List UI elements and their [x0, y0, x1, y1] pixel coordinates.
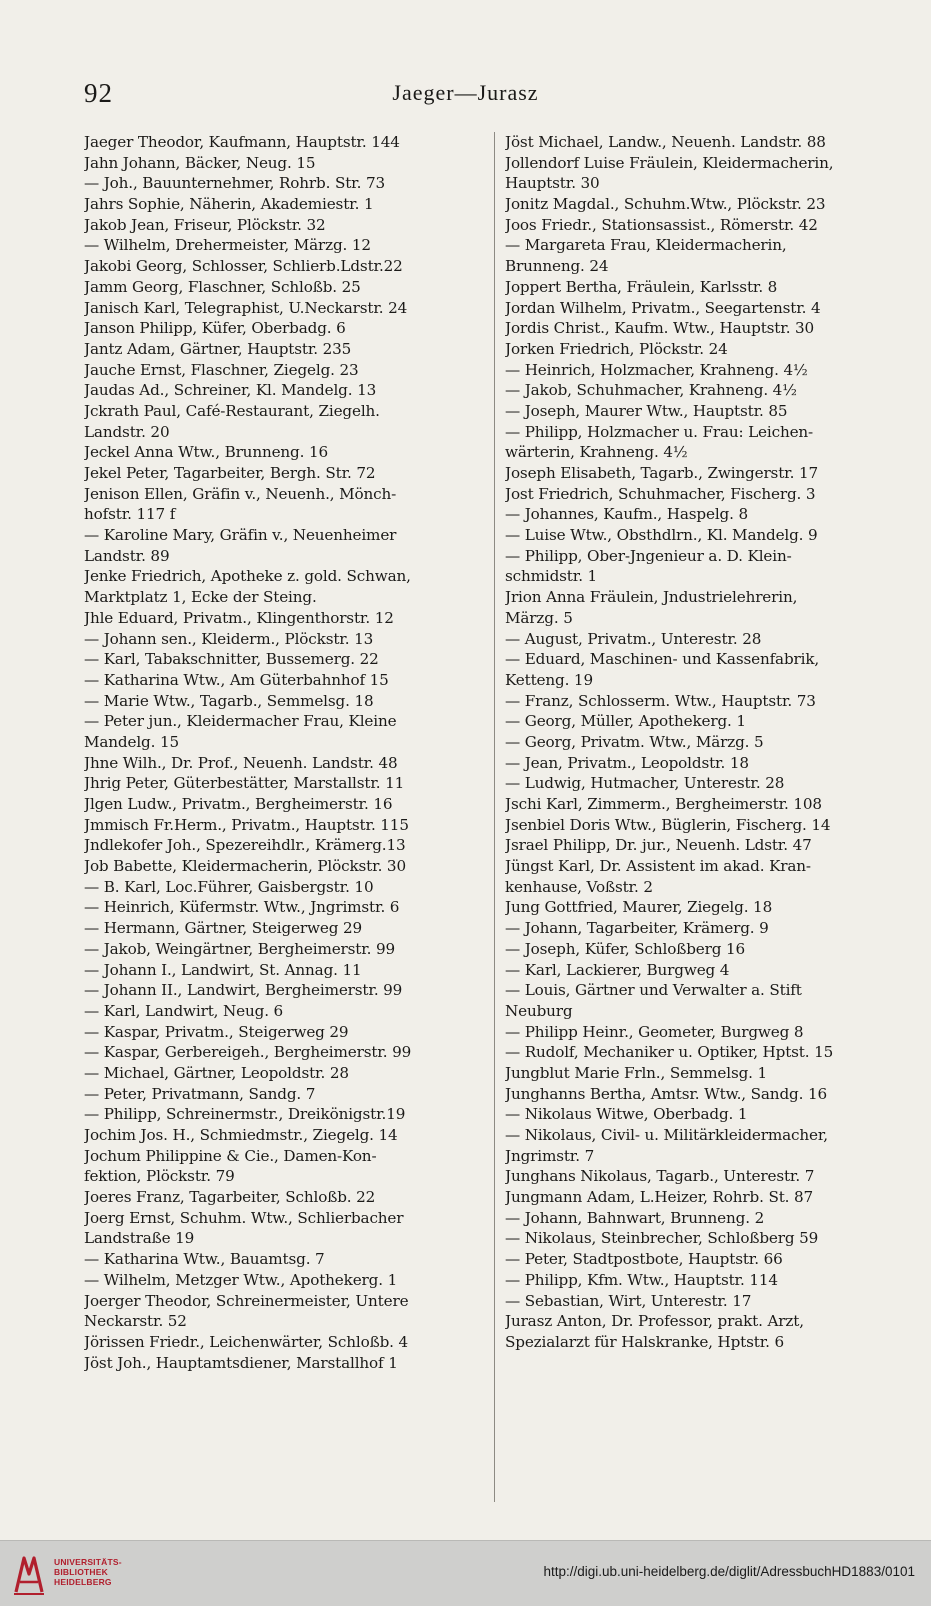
logo-line: HEIDELBERG [54, 1577, 112, 1587]
directory-entry-line: — August, Privatm., Unterestr. 28 [505, 629, 762, 648]
directory-entry-line: — Wilhelm, Drehermeister, Märzg. 12 [84, 236, 371, 255]
directory-entry-line: Jungmann Adam, L.Heizer, Rohrb. St. 87 [505, 1188, 814, 1207]
directory-entry-line: Jmmisch Fr.Herm., Privatm., Hauptstr. 115 [84, 815, 409, 834]
library-logo-text [54, 1557, 122, 1587]
directory-entry-line: Joerg Ernst, Schuhm. Wtw., Schlierbacher [84, 1208, 404, 1227]
directory-entry-line: — Heinrich, Küfermstr. Wtw., Jngrimstr. 6 [84, 898, 400, 917]
directory-entry-line: — Kaspar, Gerbereigeh., Bergheimerstr. 99 [84, 1043, 412, 1062]
directory-entry-line: Jeckel Anna Wtw., Brunneng. 16 [84, 443, 329, 462]
directory-entry-line: Jschi Karl, Zimmerm., Bergheimerstr. 108 [505, 795, 822, 813]
directory-entry-line: — Karl, Lackierer, Burgweg 4 [505, 960, 730, 979]
directory-entry-line: kenhause, Voßstr. 2 [505, 877, 653, 896]
directory-entry-line: — Kaspar, Privatm., Steigerweg 29 [84, 1022, 349, 1041]
directory-entry-line: — Katharina Wtw., Bauamtsg. 7 [84, 1250, 325, 1269]
directory-entry-line: Spezialarzt für Halskranke, Hptstr. 6 [505, 1332, 785, 1351]
directory-entry-line: Jakobi Georg, Schlosser, Schlierb.Ldstr.22 [84, 257, 403, 276]
directory-entry-line: Mandelg. 15 [84, 732, 180, 751]
directory-entry-line: — Karl, Tabakschnitter, Bussemerg. 22 [84, 650, 379, 669]
directory-entry-line: Jaeger Theodor, Kaufmann, Hauptstr. 144 [84, 133, 400, 151]
directory-entry-line: Jorken Friedrich, Plöckstr. 24 [505, 339, 728, 358]
directory-entry-line: — Heinrich, Holzmacher, Krahneng. 4½ [505, 360, 808, 379]
directory-entry-line: — Eduard, Maschinen- und Kassenfabrik, [505, 650, 820, 669]
directory-entry-line: — Georg, Privatm. Wtw., Märzg. 5 [505, 732, 764, 751]
directory-entry-line: — Karoline Mary, Gräfin v., Neuenheimer [84, 526, 397, 545]
directory-entry-line: — Karl, Landwirt, Neug. 6 [84, 1001, 284, 1020]
directory-entry-line: Jost Friedrich, Schuhmacher, Fischerg. 3 [505, 484, 816, 503]
directory-entry-line: — Johann sen., Kleiderm., Plöckstr. 13 [84, 629, 374, 648]
directory-entry-line: Märzg. 5 [505, 608, 573, 627]
directory-entry-line: — Philipp Heinr., Geometer, Burgweg 8 [505, 1022, 804, 1041]
directory-entry-line: Jckrath Paul, Café-Restaurant, Ziegelh. [84, 401, 380, 420]
directory-entry-line: Jochim Jos. H., Schmiedmstr., Ziegelg. 14 [84, 1126, 398, 1144]
directory-entry-line: Jlgen Ludw., Privatm., Bergheimerstr. 16 [84, 795, 393, 813]
directory-entry-line: — Philipp, Kfm. Wtw., Hauptstr. 114 [505, 1270, 778, 1289]
directory-entry-line: — Franz, Schlosserm. Wtw., Hauptstr. 73 [505, 691, 816, 710]
directory-entry-line: Jordan Wilhelm, Privatm., Seegartenstr. 4 [505, 298, 821, 317]
directory-entry-line: Jöst Michael, Landw., Neuenh. Landstr. 88 [505, 133, 826, 151]
page-number: 92 [84, 78, 113, 108]
column-divider [494, 132, 495, 1502]
directory-entry-line: — Margareta Frau, Kleidermacherin, [505, 236, 787, 255]
directory-entry-line: Jollendorf Luise Fräulein, Kleidermacherin, [505, 153, 834, 172]
directory-entry-line: — Jakob, Weingärtner, Bergheimerstr. 99 [84, 939, 396, 958]
directory-entry-line: Jüngst Karl, Dr. Assistent im akad. Kran- [505, 857, 811, 876]
directory-entry-line: Jhrig Peter, Güterbestätter, Marstallstr. 11 [84, 774, 405, 793]
directory-entry-line: Marktplatz 1, Ecke der Steing. [84, 588, 317, 607]
directory-entry-line: Landstraße 19 [84, 1229, 195, 1248]
running-head: Jaeger—Jurasz [392, 80, 539, 105]
directory-entry-line: Joerger Theodor, Schreinermeister, Untere [84, 1291, 409, 1310]
directory-entry-line: Job Babette, Kleidermacherin, Plöckstr. 30 [84, 857, 406, 876]
library-logo[interactable] [10, 1550, 130, 1598]
directory-entry-line: Junghans Nikolaus, Tagarb., Unterestr. 7 [505, 1167, 815, 1186]
directory-entry-line: — Hermann, Gärtner, Steigerweg 29 [84, 919, 362, 938]
directory-entry-line: — Johann, Bahnwart, Brunneng. 2 [505, 1208, 765, 1227]
directory-entry-line: — Peter, Privatmann, Sandg. 7 [84, 1084, 316, 1103]
directory-entry-line: — Peter, Stadtpostbote, Hauptstr. 66 [505, 1250, 783, 1269]
directory-entry-line: fektion, Plöckstr. 79 [84, 1167, 235, 1186]
directory-entry-line: — Luise Wtw., Obsthdlrn., Kl. Mandelg. 9 [505, 526, 818, 545]
directory-entry-line: hofstr. 117 f [84, 505, 176, 524]
directory-entry-line: wärterin, Krahneng. 4½ [505, 443, 688, 462]
directory-entry-line: — Georg, Müller, Apothekerg. 1 [505, 712, 746, 731]
directory-entry-line: Brunneng. 24 [505, 257, 609, 276]
directory-entry-line: — Philipp, Ober-Jngenieur a. D. Klein- [505, 546, 792, 565]
directory-entry-line: Jonitz Magdal., Schuhm.Wtw., Plöckstr. 23 [505, 195, 826, 214]
directory-entry-line: schmidstr. 1 [505, 567, 598, 586]
directory-entry-line: Jakob Jean, Friseur, Plöckstr. 32 [84, 215, 326, 234]
directory-entry-line: Jung Gottfried, Maurer, Ziegelg. 18 [505, 898, 773, 917]
directory-entry-line: Jahn Johann, Bäcker, Neug. 15 [84, 153, 316, 172]
directory-entry-line: Joeres Franz, Tagarbeiter, Schloßb. 22 [84, 1188, 376, 1207]
directory-entry-line: Jöst Joh., Hauptamtsdiener, Marstallhof 1 [84, 1353, 398, 1372]
directory-entry-line: Jahrs Sophie, Näherin, Akademiestr. 1 [84, 195, 374, 214]
directory-entry-line: Ketteng. 19 [505, 670, 593, 689]
directory-entry-line: Jhle Eduard, Privatm., Klingenthorstr. 12 [84, 608, 394, 627]
logo-line: BIBLIOTHEK [54, 1567, 108, 1577]
directory-entry-line: Junghanns Bertha, Amtsr. Wtw., Sandg. 16 [505, 1084, 827, 1103]
directory-entry-line: Jngrimstr. 7 [505, 1146, 595, 1165]
directory-entry-line: Jochum Philippine & Cie., Damen-Kon- [84, 1146, 377, 1165]
directory-entry-line: Jamm Georg, Flaschner, Schloßb. 25 [84, 277, 361, 296]
directory-entry-line: — Peter jun., Kleidermacher Frau, Kleine [84, 712, 397, 731]
directory-entry-line: — Joseph, Küfer, Schloßberg 16 [505, 939, 746, 958]
left-column [84, 132, 486, 1373]
directory-entry-line: Joppert Bertha, Fräulein, Karlsstr. 8 [505, 277, 778, 296]
source-url[interactable]: http://digi.ub.uni-heidelberg.de/diglit/AdressbuchHD1883/0101 [543, 1564, 915, 1579]
directory-entry-line: Jauche Ernst, Flaschner, Ziegelg. 23 [84, 360, 359, 379]
directory-entry-line: — Jean, Privatm., Leopoldstr. 18 [505, 753, 749, 772]
directory-entry-line: — Joseph, Maurer Wtw., Hauptstr. 85 [505, 401, 788, 420]
directory-entry-line: — Joh., Bauunternehmer, Rohrb. Str. 73 [84, 174, 385, 193]
directory-entry-line: — Jakob, Schuhmacher, Krahneng. 4½ [505, 381, 797, 400]
directory-entry-line: — Johann I., Landwirt, St. Annag. 11 [84, 960, 362, 979]
directory-entry-line: Jantz Adam, Gärtner, Hauptstr. 235 [84, 339, 352, 358]
directory-entry-line: Jrion Anna Fräulein, Jndustrielehrerin, [505, 588, 798, 607]
directory-entry-line: — Nikolaus Witwe, Oberbadg. 1 [505, 1105, 748, 1124]
directory-entry-line: Jörissen Friedr., Leichenwärter, Schloßb. 4 [84, 1332, 409, 1351]
directory-entry-line: — Louis, Gärtner und Verwalter a. Stift [505, 981, 802, 1000]
directory-entry-line: — Nikolaus, Steinbrecher, Schloßberg 59 [505, 1229, 819, 1248]
directory-entry-line: — Wilhelm, Metzger Wtw., Apothekerg. 1 [84, 1270, 398, 1289]
directory-entry-line: Jekel Peter, Tagarbeiter, Bergh. Str. 72 [84, 464, 376, 482]
directory-entry-line: Landstr. 20 [84, 422, 170, 441]
directory-entry-line: Jsenbiel Doris Wtw., Büglerin, Fischerg. 14 [505, 815, 831, 834]
directory-entry-line: Jndlekofer Joh., Spezereihdlr., Krämerg.13 [84, 836, 406, 855]
directory-entry-line: — Katharina Wtw., Am Güterbahnhof 15 [84, 670, 389, 689]
directory-entry-line: Jordis Christ., Kaufm. Wtw., Hauptstr. 30 [505, 319, 815, 338]
directory-entry-line: — Johann II., Landwirt, Bergheimerstr. 99 [84, 981, 403, 1000]
directory-entry-line: — Ludwig, Hutmacher, Unterestr. 28 [505, 774, 785, 793]
right-column [505, 132, 897, 1353]
directory-entry-line: Jenison Ellen, Gräfin v., Neuenh., Mönch- [84, 484, 397, 503]
directory-entry-line: Jungblut Marie Frln., Semmelsg. 1 [505, 1063, 768, 1082]
logo-line: UNIVERSITÄTS- [54, 1557, 122, 1567]
directory-entry-line: Janson Philipp, Küfer, Oberbadg. 6 [84, 319, 346, 338]
directory-entry-line: — Marie Wtw., Tagarb., Semmelsg. 18 [84, 691, 374, 710]
directory-entry-line: Jsrael Philipp, Dr. jur., Neuenh. Ldstr. 47 [505, 836, 812, 855]
directory-entry-line: Hauptstr. 30 [505, 174, 600, 193]
directory-entry-line: — Michael, Gärtner, Leopoldstr. 28 [84, 1063, 349, 1082]
library-seal-icon [10, 1552, 48, 1596]
directory-entry-line: — Johannes, Kaufm., Haspelg. 8 [505, 505, 748, 524]
directory-entry-line: — Nikolaus, Civil- u. Militärkleidermacher, [505, 1126, 828, 1144]
directory-entry-line: — B. Karl, Loc.Führer, Gaisbergstr. 10 [84, 877, 374, 896]
directory-entry-line: — Philipp, Schreinermstr., Dreikönigstr.19 [84, 1105, 406, 1124]
viewer-footer [0, 1540, 931, 1606]
directory-entry-line: Janisch Karl, Telegraphist, U.Neckarstr. 24 [84, 298, 408, 317]
directory-entry-line: Neckarstr. 52 [84, 1312, 187, 1331]
directory-entry-line: Jenke Friedrich, Apotheke z. gold. Schwan, [84, 567, 411, 586]
directory-entry-line: — Johann, Tagarbeiter, Krämerg. 9 [505, 919, 769, 938]
directory-entry-line: Landstr. 89 [84, 546, 170, 565]
directory-entry-line: Neuburg [505, 1001, 573, 1020]
directory-entry-line: Joos Friedr., Stationsassist., Römerstr. 42 [505, 215, 818, 234]
directory-entry-line: — Philipp, Holzmacher u. Frau: Leichen- [505, 422, 814, 441]
directory-entry-line: Jurasz Anton, Dr. Professor, prakt. Arzt, [505, 1312, 804, 1331]
directory-entry-line: Jhne Wilh., Dr. Prof., Neuenh. Landstr. 48 [84, 753, 398, 772]
directory-entry-line: Jaudas Ad., Schreiner, Kl. Mandelg. 13 [84, 381, 377, 400]
directory-entry-line: — Rudolf, Mechaniker u. Optiker, Hptst. 15 [505, 1043, 834, 1062]
directory-entry-line: Joseph Elisabeth, Tagarb., Zwingerstr. 17 [505, 464, 818, 482]
directory-entry-line: — Sebastian, Wirt, Unterestr. 17 [505, 1291, 752, 1310]
